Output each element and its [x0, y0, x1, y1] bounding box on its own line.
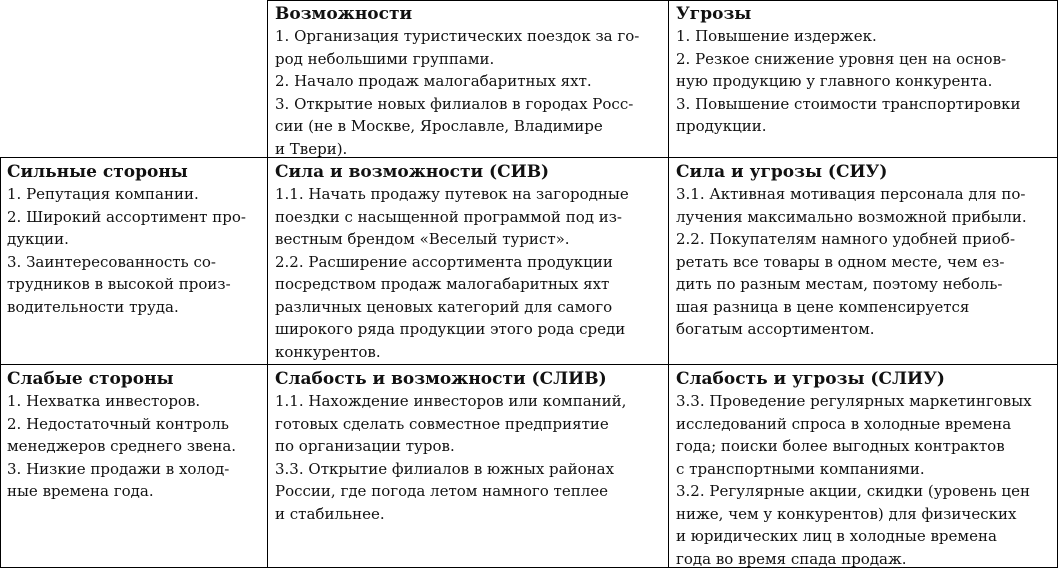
text-line: готовых сделать совместное предприятие: [275, 414, 609, 433]
heading-wo: Слабость и возможности (СЛИВ): [275, 369, 607, 389]
text-line: поездки с насыщенной программой под из-: [275, 207, 622, 226]
text-line: широкого ряда продукции этого рода среди: [275, 320, 626, 338]
text-line: конкурентов.: [275, 342, 381, 361]
text-line: с транспортными компаниями.: [676, 459, 925, 478]
border-row-2: [0, 364, 1058, 365]
heading-strengths: Сильные стороны: [7, 162, 188, 182]
text-line: 2. Резкое снижение уровня цен на основ-: [676, 49, 1007, 68]
text-line: дить по разным местам, поэтому неболь-: [676, 275, 1003, 293]
cell-so: [268, 158, 669, 365]
text-line: богатым ассортиментом.: [676, 320, 875, 338]
text-line: и юридических лиц в холодные времена: [676, 527, 997, 545]
heading-so: Сила и возможности (СИВ): [275, 162, 550, 182]
text-line: 3. Заинтересованность со-: [7, 252, 216, 271]
text-line: ниже, чем у конкурентов) для физических: [676, 504, 1017, 523]
text-line: различных ценовых категорий для самого: [275, 297, 613, 316]
text-line: менеджеров среднего звена.: [7, 437, 237, 455]
text-line: дукции.: [7, 230, 69, 248]
cell-threats: [669, 0, 1058, 158]
text-line: 1. Нехватка инвесторов.: [7, 392, 201, 410]
text-line: 1. Репутация компании.: [7, 185, 199, 203]
heading-st: Сила и угрозы (СИУ): [676, 162, 888, 182]
text-line: ную продукцию у главного конкурента.: [676, 72, 993, 90]
cell-opportunities: [268, 0, 669, 158]
text-line: года во время спада продаж.: [676, 549, 907, 568]
text-line: род небольшими группами.: [275, 49, 495, 68]
text-line: года; поиски более выгодных контрактов: [676, 437, 1005, 455]
text-line: 2. Широкий ассортимент про-: [7, 207, 246, 226]
text-line: 3. Открытие новых филиалов в городах Росс-: [275, 94, 634, 113]
border-left: [0, 157, 1, 568]
text-line: 1. Организация туристических поездок за го-: [275, 27, 640, 45]
text-line: лучения максимально возможной прибыли.: [676, 207, 1027, 226]
text-line: вестным брендом «Веселый турист».: [275, 230, 570, 248]
cell-wt: [669, 365, 1058, 568]
text-line: 3.3. Открытие филиалов в южных районах: [275, 459, 615, 478]
text-line: 3.3. Проведение регулярных маркетинговых: [676, 392, 1032, 410]
text-line: 3.1. Активная мотивация персонала для по-: [676, 185, 1026, 203]
text-line: России, где погода летом намного теплее: [275, 482, 608, 500]
text-line: продукции.: [676, 117, 767, 135]
text-line: исследований спроса в холодные времена: [676, 414, 1012, 433]
cell-strengths: [0, 158, 268, 365]
text-line: 2.2. Покупателям намного удобней приоб-: [676, 230, 1016, 248]
heading-wt: Слабость и угрозы (СЛИУ): [676, 369, 945, 389]
cell-weaknesses: [0, 365, 268, 568]
heading-opportunities: Возможности: [275, 4, 413, 24]
cell-st: [669, 158, 1058, 365]
border-col-1: [267, 0, 268, 568]
text-line: ретать все товары в одном месте, чем ез-: [676, 252, 1005, 271]
text-line: 2. Недостаточный контроль: [7, 414, 229, 433]
text-line: и Твери).: [275, 139, 348, 158]
text-line: по организации туров.: [275, 437, 455, 455]
text-line: 3. Повышение стоимости транспортировки: [676, 94, 1021, 113]
text-line: 1.1. Начать продажу путевок на загородные: [275, 185, 629, 203]
text-line: 2.2. Расширение ассортимента продукции: [275, 252, 613, 271]
text-line: ные времена года.: [7, 482, 154, 500]
text-line: и стабильнее.: [275, 504, 385, 523]
border-top: [267, 0, 1058, 1]
text-line: 1. Повышение издержек.: [676, 27, 877, 45]
text-line: посредством продаж малогабаритных яхт: [275, 275, 610, 293]
text-line: трудников в высокой произ-: [7, 275, 231, 293]
cell-wo: [268, 365, 669, 568]
text-line: 3.2. Регулярные акции, скидки (уровень цен: [676, 482, 1030, 500]
heading-threats: Угрозы: [676, 4, 752, 24]
border-col-2: [668, 0, 669, 568]
border-row-1: [0, 157, 1058, 158]
text-line: шая разница в цене компенсируется: [676, 297, 970, 316]
text-line: сии (не в Москве, Ярославле, Владимире: [275, 117, 603, 135]
text-line: 3. Низкие продажи в холод-: [7, 459, 230, 478]
text-line: водительности труда.: [7, 297, 179, 316]
text-line: 2. Начало продаж малогабаритных яхт.: [275, 72, 592, 90]
text-line: 1.1. Нахождение инвесторов или компаний,: [275, 392, 627, 410]
heading-weaknesses: Слабые стороны: [7, 369, 174, 389]
